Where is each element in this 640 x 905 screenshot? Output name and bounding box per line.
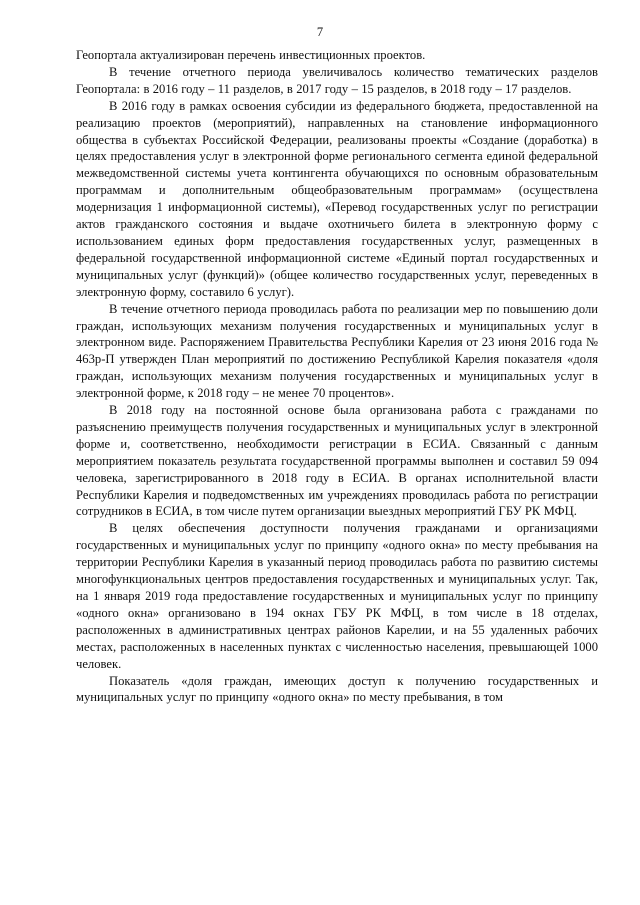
paragraph-indicator-start: Показатель «доля граждан, имеющих доступ к получению государственных и муниципальных услуг по принципу «одного окна» по месту пребывания, в том [76, 673, 598, 705]
document-body [76, 47, 598, 706]
paragraph-electronic-services-plan: В течение отчетного периода проводилась работа по реализации мер по повышению доли граждан, использующих механизм получения государственных и муниципальных услуг в электронном виде. Распоряжением Правительства Республики Карелия от 23 июня 2016 года № 463р-П утвержден План мероприятий по достижению Республикой Карелия показателя «доля граждан, использующих механизм получения государственных и муниципальных услуг в электронной форме, к 2018 году – не менее 70 процентов». [76, 301, 598, 401]
paragraph-esia-registration: В 2018 году на постоянной основе была организована работа с гражданами по разъяснению преимуществ получения государственных и муниципальных услуг в электронной форме и, соответственно, необходимости регистрации в ЕСИА. Связанный с данным мероприятием показатель результата государственной программы выполнен и составил 59 094 человека, зарегистрированного в 2018 году в ЕСИА. В органах исполнительной власти Республики Карелия и подведомственных им учреждениях проводилась работа по регистрации сотрудников в ЕСИА, в том числе путем организации выездных мероприятий ГБУ РК МФЦ. [76, 403, 598, 519]
paragraph-one-window-mfc: В целях обеспечения доступности получения гражданами и организациями государственных и муниципальных услуг по принципу «одного окна» по месту пребывания на территории Республики Карелия в указанный период проводилась работа по развитию системы многофункциональных центров предоставления государственных и муниципальных услуг. Так, на 1 января 2019 года предоставление государственных и муниципальных услуг по принципу «одного окна» организовано в 194 окнах ГБУ РК МФЦ, в том числе в 18 отделах, расположенных в административных центрах районов Карелии, и на 55 удаленных рабочих местах, расположенных в населенных пунктах с численностью населения, превышающей 1000 человек. [76, 521, 598, 671]
paragraph-geoportal-sections: В течение отчетного периода увеличивалось количество тематических разделов Геопортала: в 2016 году – 11 разделов, в 2017 году – 15 разделов, в 2018 году – 17 разделов. [76, 64, 598, 96]
page-number: 7 [316, 25, 324, 39]
paragraph-subsidy-projects: В 2016 году в рамках освоения субсидии из федерального бюджета, предоставленной на реализацию проектов (мероприятий), направленных на становление информационного общества в субъектах Российской Федерации, реализованы проекты «Создание (доработка) в целях предоставления услуг в электронной форме регионального сегмента единой федеральной межведомственной системы учета контингента обучающихся по основным образовательным программам и дополнительным общеобразовательным программам» (осуществлена модернизация 1 информационной системы), «Перевод государственных услуг по регистрации актов гражданского состояния и выдаче охотничьего билета в электронную форму с использованием единых форм предоставления государственных услуг, размещенных в федеральной государственной информационной системе «Единый портал государственных и муниципальных услуг (функций)» (общее количество государственных услуг, переведенных в электронную форму, составило 6 услуг). [76, 98, 598, 299]
paragraph-geoportal-continuation: Геопортала актуализирован перечень инвестиционных проектов. [76, 48, 426, 62]
